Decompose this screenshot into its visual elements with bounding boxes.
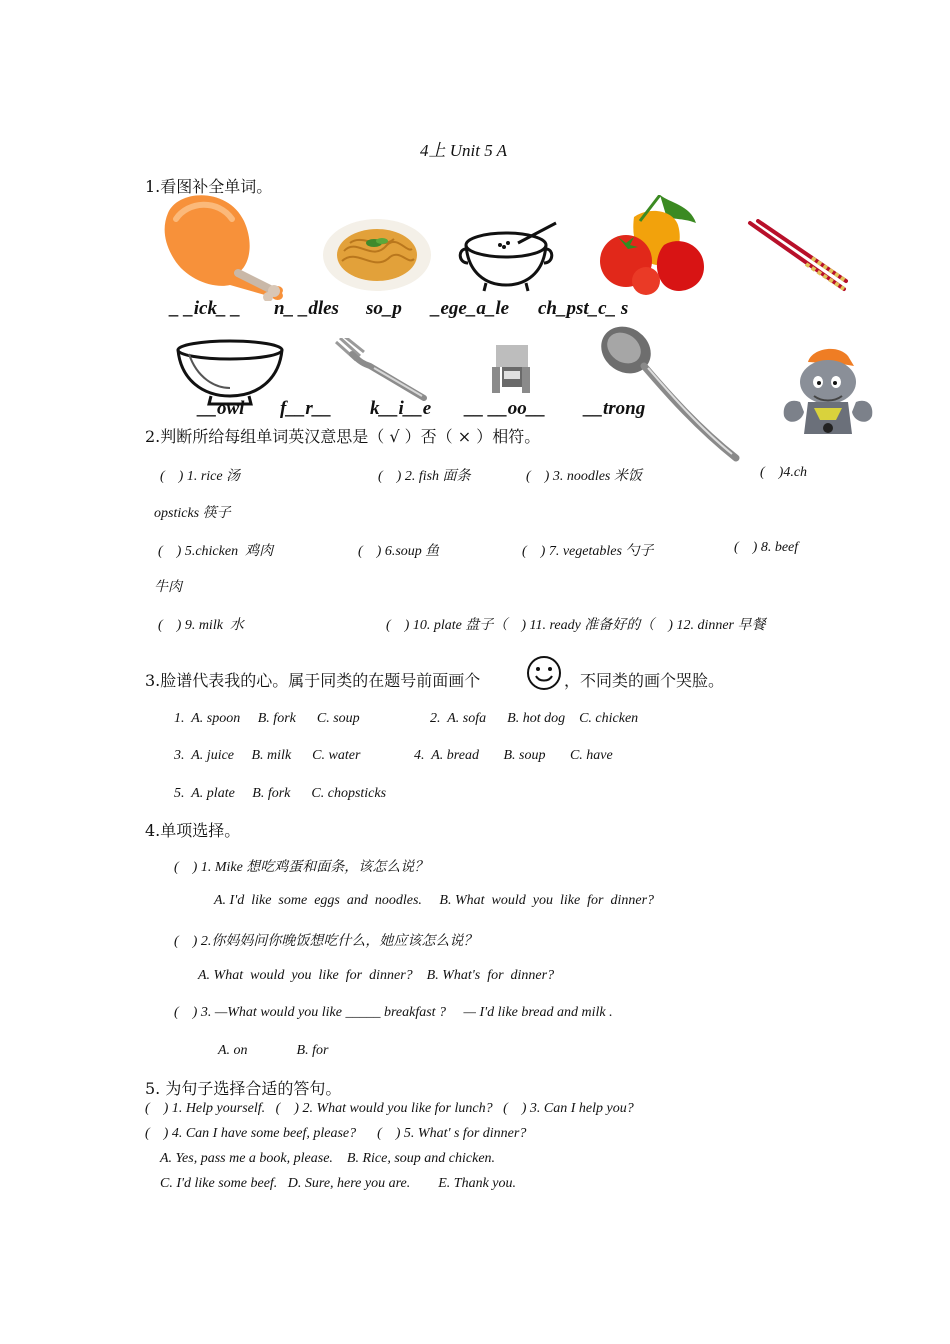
match-answers-row1: A. Yes, pass me a book, please. B. Rice, soup and chicken.	[160, 1151, 496, 1166]
category-question-5: 5. A. plate B. fork C. chopsticks	[174, 786, 387, 801]
judge-item-5: ( ) 5.chicken 鸡肉	[158, 544, 274, 559]
section5-heading: 5. 为句子选择合适的答句。	[145, 1079, 342, 1098]
choice-question-2: ( ) 2.你妈妈问你晚饭想吃什么，她应该怎么说？	[174, 934, 478, 949]
judge-item-7: ( ) 7. vegetables 勺子	[522, 544, 654, 559]
word-blank-soup: so_p	[366, 298, 402, 319]
section3-heading-a: 3.脸谱代表我的心。属于同类的在题号前面画个	[145, 671, 481, 690]
judge-item-8-cont: 牛肉	[154, 580, 182, 595]
section2-heading: 2.判断所给每组单词英汉意思是（ √ ）否（ × ）相符。	[145, 427, 541, 446]
judge-item-2: ( ) 2. fish 面条	[378, 469, 471, 484]
choice-options-3: A. on B. for	[218, 1043, 329, 1058]
judge-item-4-cont: opsticks 筷子	[154, 506, 231, 521]
chopsticks-image	[746, 219, 848, 297]
section1-heading: 1.看图补全单词。	[145, 177, 273, 196]
category-question-2: 2. A. sofa B. hot dog C. chicken	[430, 711, 639, 726]
knife-image	[490, 345, 532, 395]
choice-options-1: A. I'd like some eggs and noodles. B. What would you like for dinner?	[214, 893, 655, 908]
judge-item-1: ( ) 1. rice 汤	[160, 469, 241, 484]
word-blank-strong: __trong	[584, 398, 646, 419]
fork-image	[334, 338, 430, 404]
judge-item-9: ( ) 9. milk 水	[158, 618, 244, 633]
word-blank-noodles: n_ _dles	[274, 298, 339, 319]
spoon-image	[598, 324, 740, 462]
word-blank-fork: f__r__	[280, 398, 332, 419]
word-blank-chicken: _ _ick_ _	[170, 298, 241, 319]
smiley-face-icon	[526, 655, 562, 691]
wolf-image	[778, 342, 878, 436]
noodles-image	[322, 213, 432, 293]
word-blank-knife: k__i__e	[370, 398, 432, 419]
judge-item-8: ( ) 8. beef	[734, 540, 799, 555]
word-blank-spoon: __ __oo__	[465, 398, 546, 419]
choice-question-3: ( ) 3. —What would you like _____ breakfast ? — I'd like bread and milk .	[174, 1005, 613, 1020]
judge-item-4: ( )4.ch	[760, 465, 808, 480]
judge-item-10-12: ( ) 10. plate 盘子（ ) 11. ready 准备好的（ ) 12. dinner 早餐	[386, 618, 766, 633]
match-questions-row2: ( ) 4. Can I have some beef, please? ( ) 5. What' s for dinner?	[145, 1126, 527, 1141]
match-questions-row1: ( ) 1. Help yourself. ( ) 2. What would you like for lunch? ( ) 3. Can I help you?	[145, 1101, 634, 1116]
vegetables-image	[600, 195, 708, 297]
word-blank-vegetable: _ege_a_le	[431, 298, 510, 319]
judge-item-3: ( ) 3. noodles 米饭	[526, 469, 642, 484]
word-blank-bowl: __owl	[198, 398, 245, 419]
judge-item-6: ( ) 6.soup 鱼	[358, 544, 440, 559]
choice-question-1: ( ) 1. Mike 想吃鸡蛋和面条，该怎么说？	[174, 860, 429, 875]
category-question-4: 4. A. bread B. soup C. have	[414, 748, 613, 763]
category-question-3: 3. A. juice B. milk C. water	[174, 748, 361, 763]
soup-pot-image	[456, 219, 562, 293]
page-title: 4上 Unit 5 A	[420, 141, 508, 160]
bowl-image	[175, 338, 285, 406]
category-question-1: 1. A. spoon B. fork C. soup	[174, 711, 360, 726]
word-blank-chopsticks: ch_pst_c_ s	[538, 298, 629, 319]
section3-heading-b: ，不同类的画个哭脸。	[564, 671, 725, 690]
choice-options-2: A. What would you like for dinner? B. What's for dinner?	[198, 968, 555, 983]
section4-heading: 4.单项选择。	[145, 821, 241, 840]
match-answers-row2: C. I'd like some beef. D. Sure, here you are. E. Thank you.	[160, 1176, 517, 1191]
chicken-leg-image	[158, 193, 288, 301]
